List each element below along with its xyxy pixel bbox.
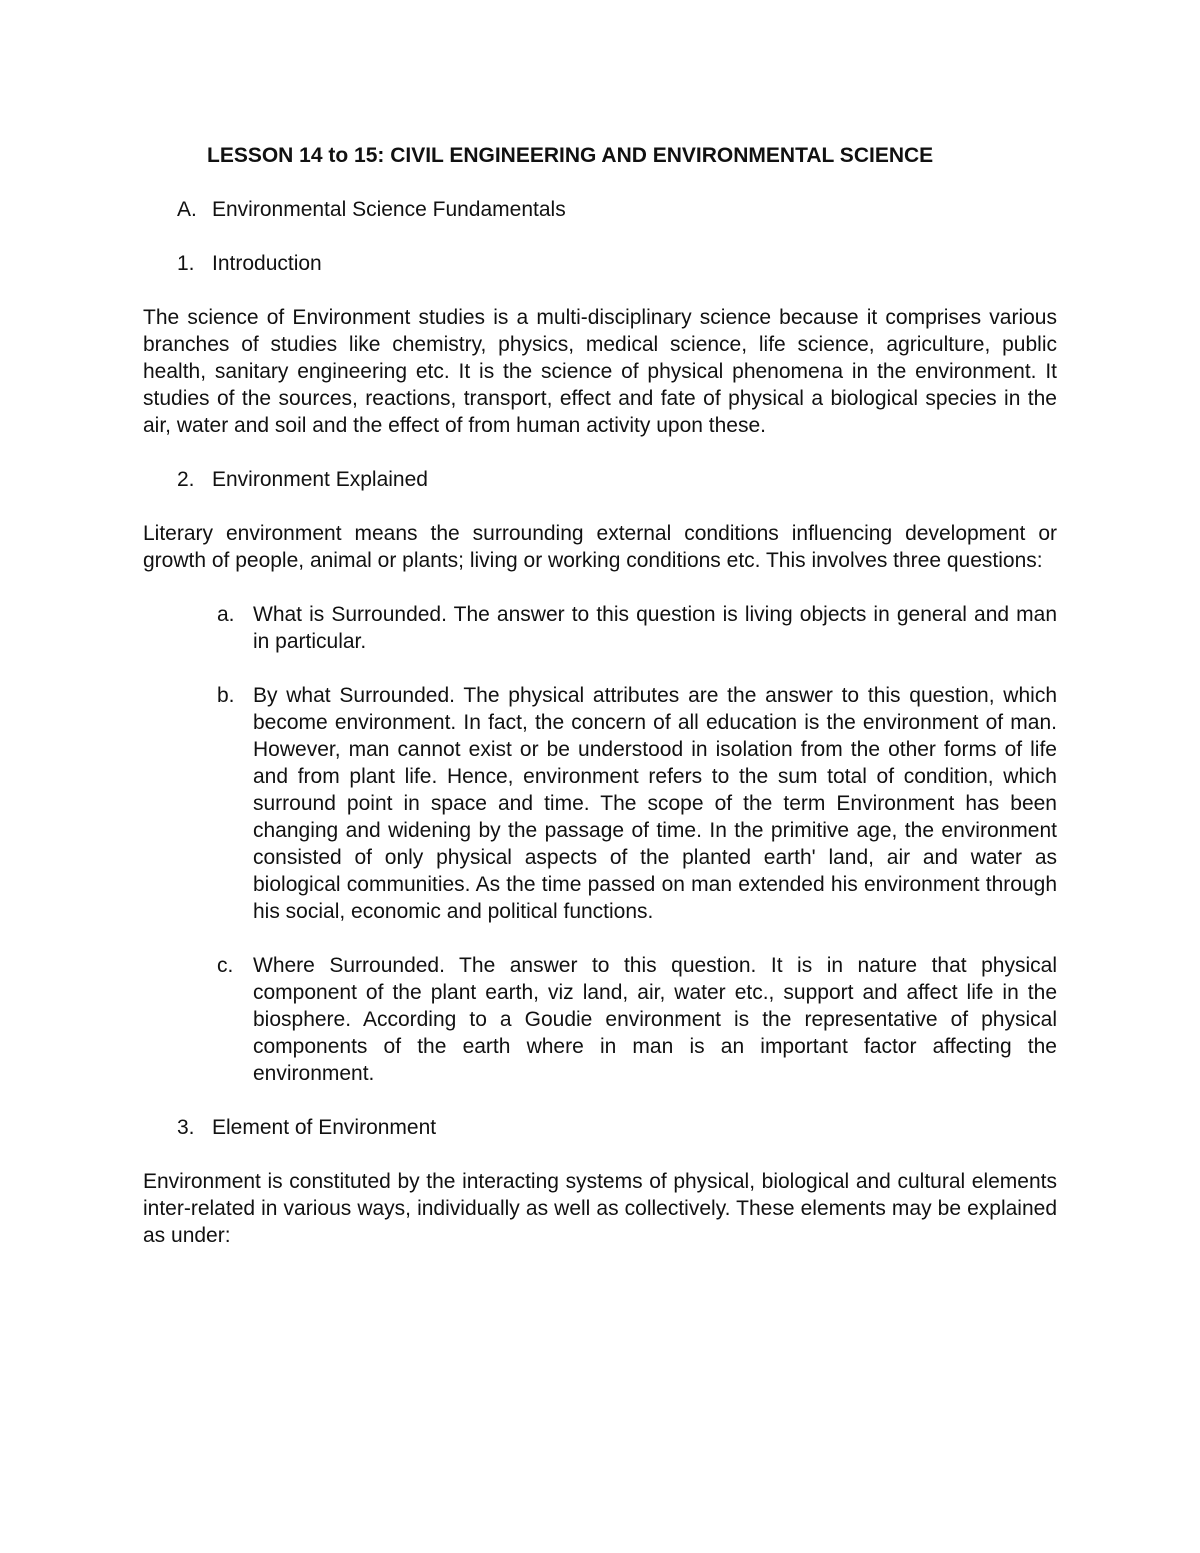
topic-label: Introduction: [212, 252, 322, 275]
question-item-a: [143, 601, 1057, 655]
paragraph-element-of-environment: Environment is constituted by the interacting systems of physical, biological and cultural elements inter-related in various ways, individually as well as collectively. These elements may be explained as under:: [143, 1170, 1057, 1247]
question-text: What is Surrounded. The answer to this question is living objects in general and man in particular.: [253, 603, 1057, 653]
document-title: LESSON 14 to 15: CIVIL ENGINEERING AND ENVIRONMENTAL SCIENCE: [207, 144, 934, 167]
question-marker: c.: [217, 954, 234, 977]
section-label: Environmental Science Fundamentals: [212, 198, 566, 221]
question-text: Where Surrounded. The answer to this question. It is in nature that physical component of the plant earth, viz land, air, water etc., support and affect life in the biosphere. According to a Goudie environment is the representative of physical components of the earth where in man is an important factor affecting the environment.: [253, 954, 1057, 1085]
topic-label: Element of Environment: [212, 1116, 437, 1139]
topic-heading-element-of-environment: [143, 1114, 1057, 1141]
topic-label: Environment Explained: [212, 468, 428, 491]
topic-marker: 1.: [177, 252, 195, 275]
question-marker: b.: [217, 684, 235, 707]
question-text: By what Surrounded. The physical attributes are the answer to this question, which become environment. In fact, the concern of all education is the environment of man. However, man cannot exist or be understood in isolation from the other forms of life and from plant life. Hence, environment refers to the sum total of condition, which surround point in space and time. The scope of the term Environment has been changing and widening by the passage of time. In the primitive age, the environment consisted of only physical aspects of the planted earth' land, air and water as biological communities. As the time passed on man extended his environment through his social, economic and political functions.: [253, 684, 1057, 923]
paragraph-introduction: The science of Environment studies is a multi-disciplinary science because it comprises various branches of studies like chemistry, physics, medical science, life science, agriculture, public health, sanitary engineering etc. It is the science of physical phenomena in the environment. It studies of the sources, reactions, transport, effect and fate of physical a biological species in the air, water and soil and the effect of from human activity upon these.: [143, 306, 1057, 437]
topic-marker: 3.: [177, 1116, 195, 1139]
question-item-b: [143, 682, 1057, 925]
question-marker: a.: [217, 603, 235, 626]
section-heading: [143, 196, 1057, 223]
document-body: [143, 142, 1057, 1276]
paragraph-environment-explained: Literary environment means the surrounding external conditions influencing development or growth of people, animal or plants; living or working conditions etc. This involves three questions:: [143, 522, 1057, 572]
section-marker: A.: [177, 198, 197, 221]
question-item-c: [143, 952, 1057, 1087]
topic-heading-introduction: [143, 250, 1057, 277]
topic-marker: 2.: [177, 468, 195, 491]
topic-heading-environment-explained: [143, 466, 1057, 493]
